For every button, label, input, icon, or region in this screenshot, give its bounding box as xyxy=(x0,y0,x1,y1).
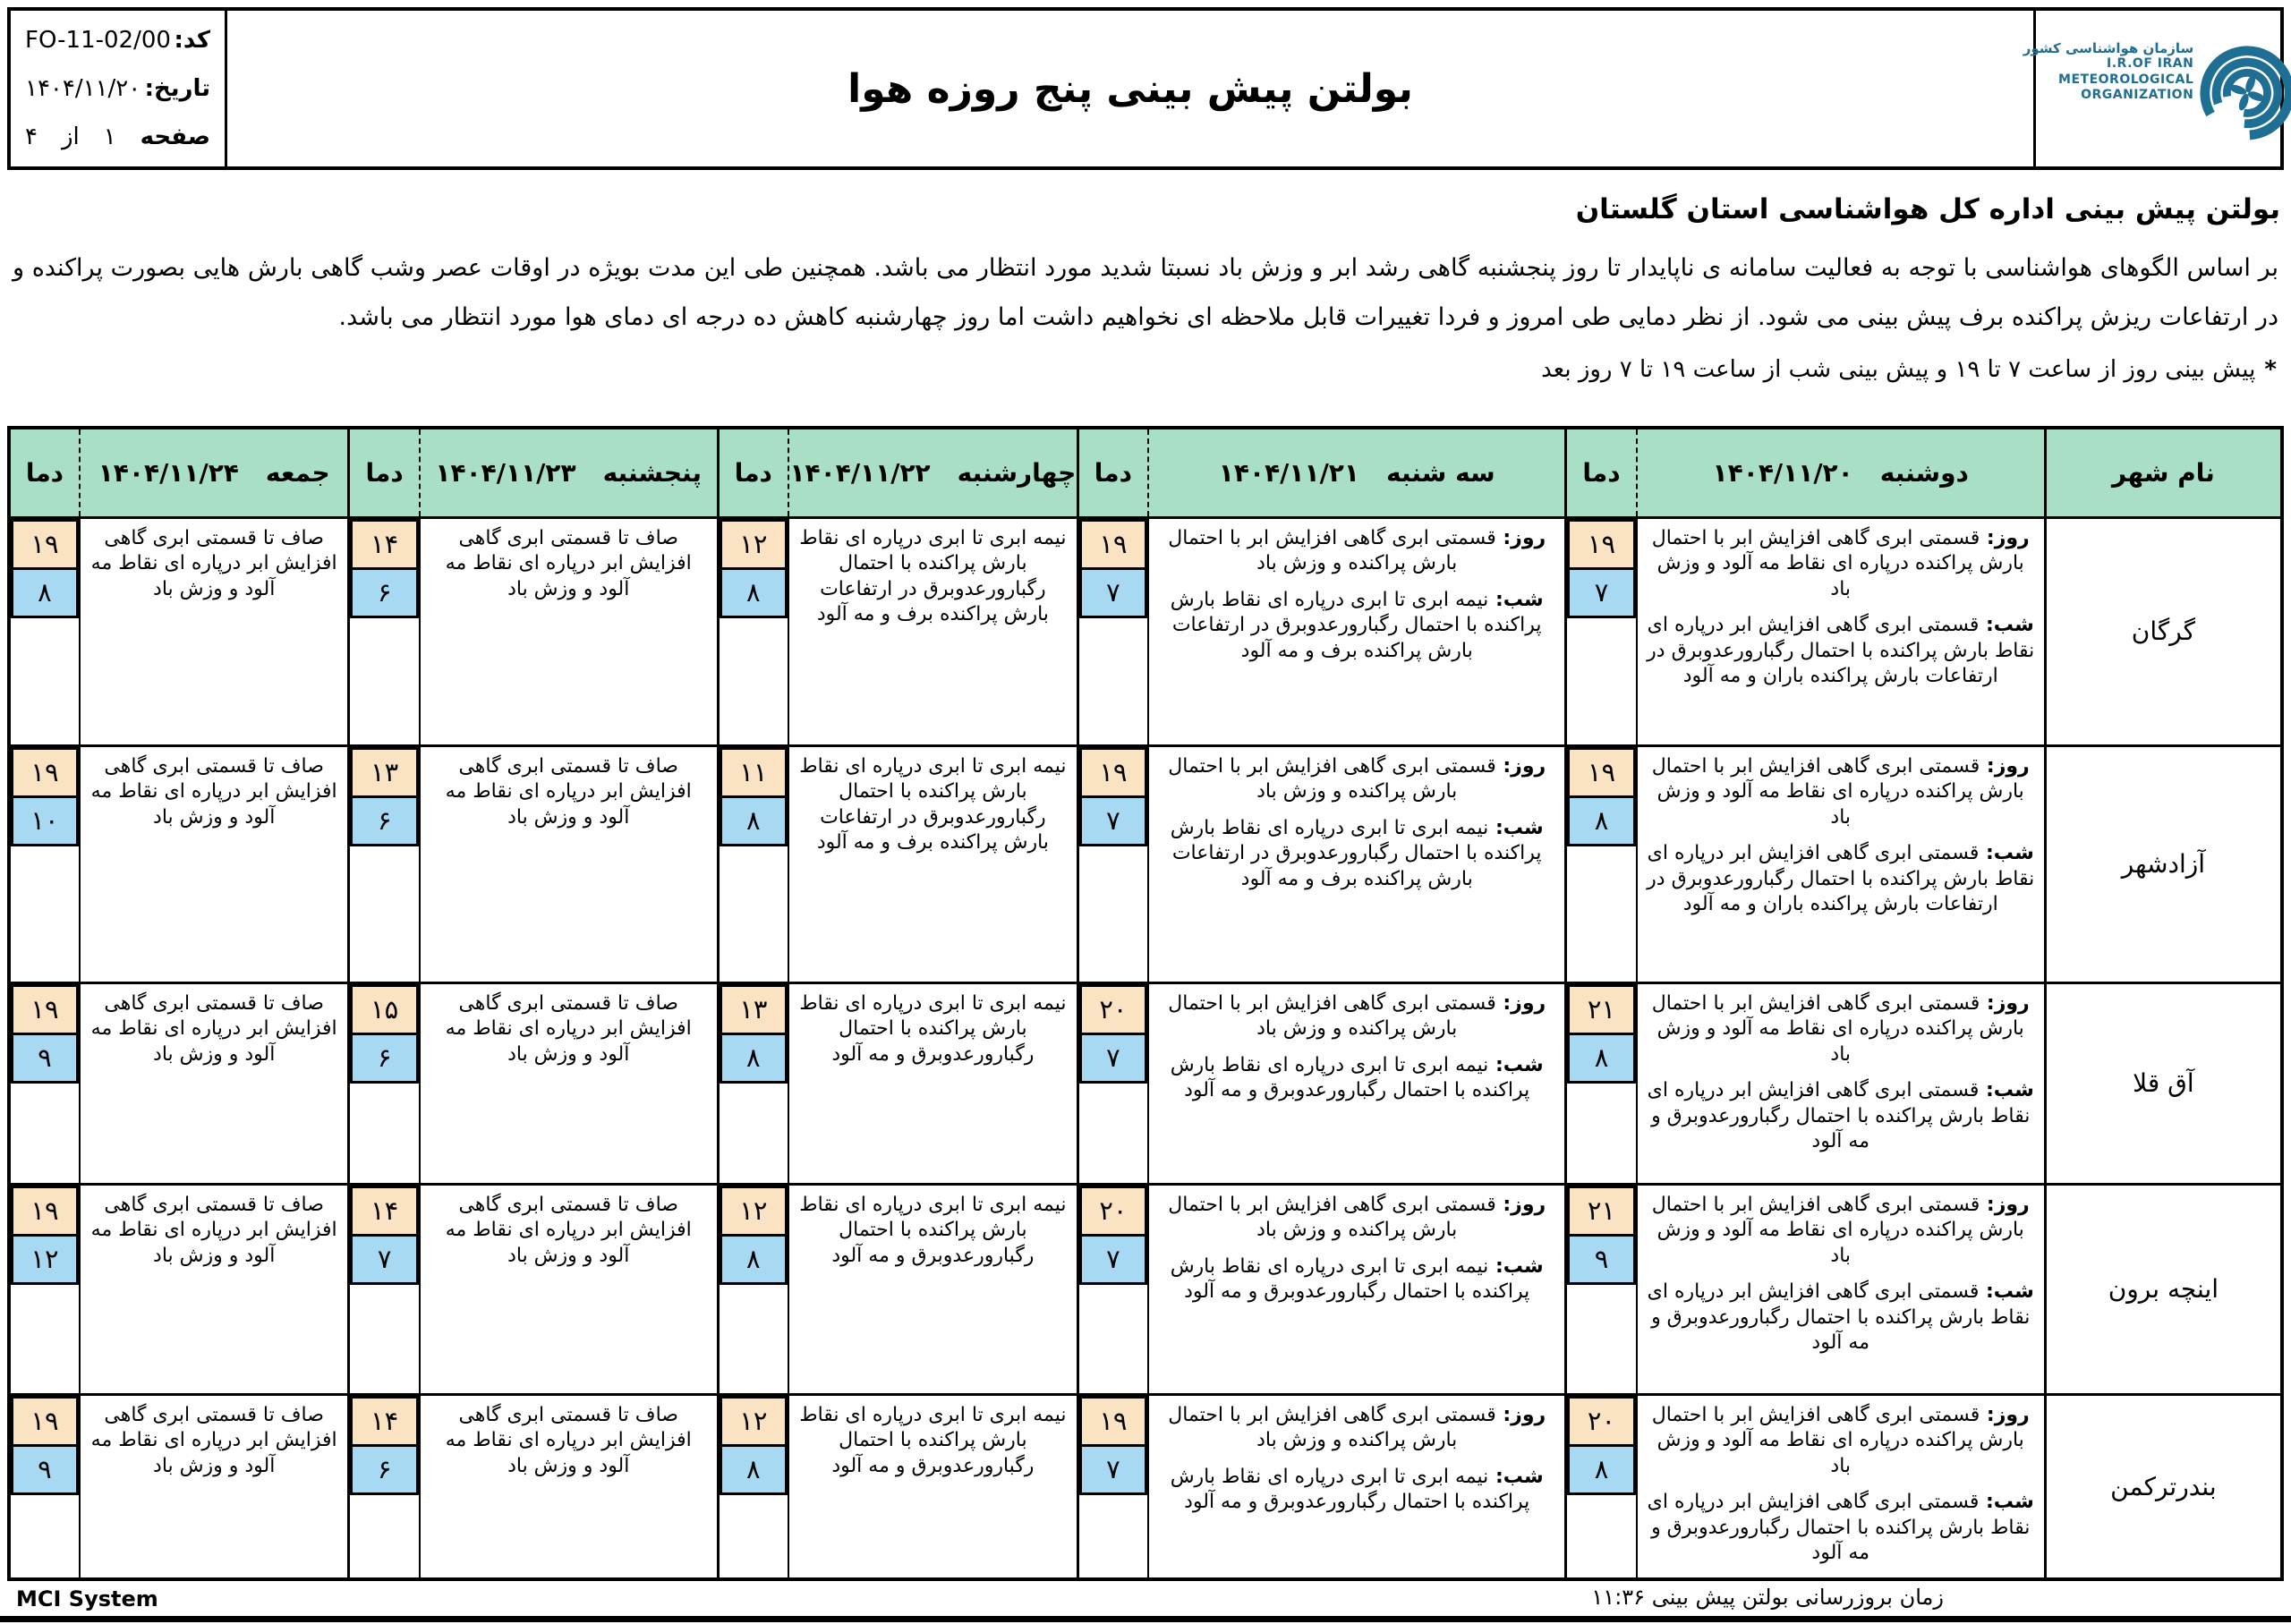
table-row xyxy=(9,1394,2282,1579)
col-temp-header: دما xyxy=(349,428,420,517)
temp-min: ۸ xyxy=(720,1033,788,1084)
temp-cell xyxy=(9,1394,80,1579)
title-box xyxy=(227,11,2033,166)
org-logo-inner xyxy=(2023,31,2291,146)
forecast-table xyxy=(7,426,2284,1581)
forecast-cell: نیمه ابری تا ابری درپاره ای نقاط بارش پراکنده با احتمال رگبارورعدوبرق و مه آلود xyxy=(788,1394,1077,1579)
weekday-label: چهارشنبه xyxy=(957,457,1077,488)
forecast-cell: صاف تا قسمتی ابری گاهی افزایش ابر درپاره ای نقاط مه آلود و وزش باد xyxy=(80,982,349,1184)
doc-code-label: کد: xyxy=(174,27,210,54)
forecast-cell: روز: قسمتی ابری گاهی افزایش ابر با احتمال بارش پراکنده درپاره ای نقاط مه آلود و وزش باد شب: قسمتی ابری گاهی افزایش ابر درپاره ای نقاط بارش پراکنده با احتمال رگبارورعدوبرق و مه آلود xyxy=(1637,982,2046,1184)
col-day-header-thursday xyxy=(420,428,718,517)
temp-min: ۶ xyxy=(350,1444,418,1495)
temp-cell xyxy=(1566,982,1637,1184)
temp-min: ۶ xyxy=(350,567,418,618)
col-day-header-wednesday xyxy=(788,428,1077,517)
temp-cell xyxy=(718,517,788,745)
forecast-cell: نیمه ابری تا ابری درپاره ای نقاط بارش پراکنده با احتمال رگبارورعدوبرق در ارتفاعات بارش پراکنده برف و مه آلود xyxy=(788,517,1077,745)
date-label: ۱۴۰۴/۱۱/۲۲ xyxy=(789,457,931,488)
forecast-cell: صاف تا قسمتی ابری گاهی افزایش ابر درپاره ای نقاط مه آلود و وزش باد xyxy=(80,1184,349,1394)
temp-min: ۷ xyxy=(1079,795,1147,846)
city-cell: آق قلا xyxy=(2133,1068,2194,1098)
forecast-table-body xyxy=(9,517,2282,1579)
date-label: ۱۴۰۴/۱۱/۲۱ xyxy=(1218,457,1359,488)
temp-cell xyxy=(1077,517,1148,745)
temp-max: ۱۳ xyxy=(720,984,788,1035)
temp-cell xyxy=(349,1394,420,1579)
temp-max: ۲۰ xyxy=(1079,984,1147,1035)
col-temp-header: دما xyxy=(1077,428,1148,517)
city-cell: بندرترکمن xyxy=(2110,1471,2217,1501)
temp-cell xyxy=(9,745,80,982)
section-title: بولتن پیش بینی اداره کل هواشناسی استان گلستان xyxy=(1575,193,2280,225)
temp-max: ۱۹ xyxy=(1567,519,1635,570)
temp-max: ۱۹ xyxy=(1079,747,1147,798)
weekday-label: دوشنبه xyxy=(1879,457,1969,488)
temp-cell xyxy=(718,1184,788,1394)
table-row xyxy=(9,1184,2282,1394)
doc-code-row xyxy=(25,27,210,54)
temp-min: ۸ xyxy=(720,567,788,618)
table-row xyxy=(9,517,2282,745)
table-row xyxy=(9,982,2282,1184)
temp-cell xyxy=(349,982,420,1184)
temp-max: ۲۱ xyxy=(1567,1186,1635,1237)
forecast-cell: روز: قسمتی ابری گاهی افزایش ابر با احتمال بارش پراکنده و وزش باد شب: نیمه ابری تا ابری درپاره ای نقاط بارش پراکنده با احتمال رگبارورعدوبرق در ارتفاعات بارش پراکنده برف و مه آلود xyxy=(1148,745,1566,982)
temp-min: ۱۲ xyxy=(11,1234,79,1285)
temp-cell xyxy=(1077,1184,1148,1394)
temp-max: ۱۲ xyxy=(720,1186,788,1237)
temp-max: ۱۳ xyxy=(350,747,418,798)
forecast-cell: روز: قسمتی ابری گاهی افزایش ابر با احتمال بارش پراکنده درپاره ای نقاط مه آلود و وزش باد شب: قسمتی ابری گاهی افزایش ابر درپاره ای نقاط بارش پراکنده با احتمال رگبارورعدوبرق و مه آلود xyxy=(1637,1394,2046,1579)
note-text: پیش بینی روز از ساعت ۷ تا ۱۹ و پیش بینی شب از ساعت ۱۹ تا ۷ روز بعد xyxy=(1541,356,2256,383)
forecast-cell: روز: قسمتی ابری گاهی افزایش ابر با احتمال بارش پراکنده و وزش باد شب: نیمه ابری تا ابری درپاره ای نقاط بارش پراکنده با احتمال رگبارورعدوبرق در ارتفاعات بارش پراکنده برف و مه آلود xyxy=(1148,517,1566,745)
note-asterisk: * xyxy=(2264,356,2277,383)
city-cell: اینچه برون xyxy=(2108,1274,2219,1304)
col-temp-header: دما xyxy=(9,428,80,517)
document-header xyxy=(7,7,2284,170)
temp-max: ۱۹ xyxy=(11,1396,79,1447)
temp-max: ۱۹ xyxy=(1079,1396,1147,1447)
temp-min: ۸ xyxy=(11,567,79,618)
org-logo xyxy=(2023,11,2280,166)
temp-max: ۱۴ xyxy=(350,519,418,570)
update-time-value: ۱۱:۳۶ xyxy=(1591,1585,1646,1610)
col-day-header-monday xyxy=(1637,428,2046,517)
temp-max: ۱۲ xyxy=(720,1396,788,1447)
temp-min: ۹ xyxy=(11,1444,79,1495)
temp-max: ۱۹ xyxy=(11,1186,79,1237)
temp-cell xyxy=(349,1184,420,1394)
temp-cell xyxy=(9,517,80,745)
temp-min: ۸ xyxy=(1567,1033,1635,1084)
forecast-summary: بر اساس الگوهای هواشناسی با توجه به فعالیت سامانه ی ناپایدار تا روز پنجشنبه گاهی رشد ابر و وزش باد نسبتا شدید مورد انتظار می باشد. همچنین طی این مدت بویژه در اوقات عصر وشب گاهی بارش هایی بصورت پراکنده و در ارتفاعات ریزش پراکنده برف پیش بینی می شود. از نظر دمایی طی امروز و فردا تغییرات قابل ملاحظه ای نخواهیم داشت اما روز چهارشنبه کاهش ده درجه ای دمای هوا مورد انتظار می باشد. xyxy=(13,254,2278,332)
temp-min: ۶ xyxy=(350,795,418,846)
forecast-cell: صاف تا قسمتی ابری گاهی افزایش ابر درپاره ای نقاط مه آلود و وزش باد xyxy=(420,1184,718,1394)
col-day-header-friday xyxy=(80,428,349,517)
temp-cell xyxy=(1566,1394,1637,1579)
forecast-cell: روز: قسمتی ابری گاهی افزایش ابر با احتمال بارش پراکنده درپاره ای نقاط مه آلود و وزش باد شب: قسمتی ابری گاهی افزایش ابر درپاره ای نقاط بارش پراکنده با احتمال رگبارورعدوبرق در ارتفاعات بارش پراکنده باران و مه آلود xyxy=(1637,745,2046,982)
temp-min: ۸ xyxy=(1567,795,1635,846)
forecast-cell: روز: قسمتی ابری گاهی افزایش ابر با احتمال بارش پراکنده و وزش باد شب: نیمه ابری تا ابری درپاره ای نقاط بارش پراکنده با احتمال رگبارورعدوبرق و مه آلود xyxy=(1148,982,1566,1184)
date-label: ۱۴۰۴/۱۱/۲۳ xyxy=(435,457,576,488)
temp-min: ۸ xyxy=(720,1444,788,1495)
temp-cell xyxy=(718,745,788,982)
col-city-header: نام شهر xyxy=(2045,428,2282,517)
forecast-cell: نیمه ابری تا ابری درپاره ای نقاط بارش پراکنده با احتمال رگبارورعدوبرق و مه آلود xyxy=(788,982,1077,1184)
city-cell: گرگان xyxy=(2131,616,2195,646)
meteorological-spiral-icon xyxy=(2196,31,2291,146)
page-of-label: از xyxy=(61,123,80,150)
bottom-bar xyxy=(0,1616,2291,1622)
temp-min: ۷ xyxy=(1079,567,1147,618)
temp-min: ۷ xyxy=(350,1234,418,1285)
temp-max: ۲۰ xyxy=(1567,1396,1635,1447)
bulletin-title: بولتن پیش بینی پنج روزه هوا xyxy=(847,65,1413,112)
temp-min: ۷ xyxy=(1079,1033,1147,1084)
page-indicator xyxy=(25,123,210,150)
org-name-en-line1: I.R.OF IRAN xyxy=(2107,56,2194,71)
col-temp-header: دما xyxy=(718,428,788,517)
temp-cell xyxy=(1566,517,1637,745)
forecast-cell: نیمه ابری تا ابری درپاره ای نقاط بارش پراکنده با احتمال رگبارورعدوبرق و مه آلود xyxy=(788,1184,1077,1394)
forecast-cell: روز: قسمتی ابری گاهی افزایش ابر با احتمال بارش پراکنده درپاره ای نقاط مه آلود و وزش باد شب: قسمتی ابری گاهی افزایش ابر درپاره ای نقاط بارش پراکنده با احتمال رگبارورعدوبرق در ارتفاعات بارش پراکنده باران و مه آلود xyxy=(1637,517,2046,745)
forecast-cell: صاف تا قسمتی ابری گاهی افزایش ابر درپاره ای نقاط مه آلود و وزش باد xyxy=(80,745,349,982)
forecast-cell: صاف تا قسمتی ابری گاهی افزایش ابر درپاره ای نقاط مه آلود و وزش باد xyxy=(80,1394,349,1579)
temp-cell xyxy=(349,745,420,982)
temp-cell xyxy=(1077,1394,1148,1579)
temp-min: ۷ xyxy=(1079,1444,1147,1495)
temp-cell xyxy=(1566,1184,1637,1394)
forecast-cell: روز: قسمتی ابری گاهی افزایش ابر با احتمال بارش پراکنده درپاره ای نقاط مه آلود و وزش باد شب: قسمتی ابری گاهی افزایش ابر درپاره ای نقاط بارش پراکنده با احتمال رگبارورعدوبرق و مه آلود xyxy=(1637,1184,2046,1394)
forecast-cell: صاف تا قسمتی ابری گاهی افزایش ابر درپاره ای نقاط مه آلود و وزش باد xyxy=(80,517,349,745)
city-cell: آزادشهر xyxy=(2121,849,2206,879)
system-label: MCI System xyxy=(16,1586,158,1611)
temp-cell xyxy=(9,1184,80,1394)
temp-max: ۱۹ xyxy=(1567,747,1635,798)
forecast-cell: روز: قسمتی ابری گاهی افزایش ابر با احتمال بارش پراکنده و وزش باد شب: نیمه ابری تا ابری درپاره ای نقاط بارش پراکنده با احتمال رگبارورعدوبرق و مه آلود xyxy=(1148,1394,1566,1579)
temp-min: ۹ xyxy=(1567,1234,1635,1285)
forecast-cell: روز: قسمتی ابری گاهی افزایش ابر با احتمال بارش پراکنده و وزش باد شب: نیمه ابری تا ابری درپاره ای نقاط بارش پراکنده با احتمال رگبارورعدوبرق و مه آلود xyxy=(1148,1184,1566,1394)
org-name-fa: سازمان هواشناسی کشور xyxy=(2023,40,2194,56)
page-label: صفحه xyxy=(140,123,210,150)
temp-cell xyxy=(9,982,80,1184)
temp-min: ۱۰ xyxy=(11,795,79,846)
temp-min: ۶ xyxy=(350,1033,418,1084)
temp-min: ۹ xyxy=(11,1033,79,1084)
weekday-label: سه شنبه xyxy=(1385,457,1495,488)
forecast-table-head xyxy=(9,428,2282,517)
header-row xyxy=(9,428,2282,517)
date-label: ۱۴۰۴/۱۱/۲۴ xyxy=(98,457,239,488)
update-time-line xyxy=(1591,1585,1944,1610)
temp-max: ۱۹ xyxy=(11,519,79,570)
temp-max: ۱۵ xyxy=(350,984,418,1035)
temp-min: ۸ xyxy=(720,1234,788,1285)
doc-date-label: تاریخ: xyxy=(144,75,210,102)
col-temp-header: دما xyxy=(1566,428,1637,517)
temp-max: ۱۴ xyxy=(350,1396,418,1447)
temp-max: ۱۹ xyxy=(1079,519,1147,570)
weekday-label: پنجشنبه xyxy=(602,457,703,488)
temp-cell xyxy=(1077,745,1148,982)
forecast-note xyxy=(1541,356,2277,383)
doc-date-value: ۱۴۰۴/۱۱/۲۰ xyxy=(25,75,141,102)
forecast-cell: نیمه ابری تا ابری درپاره ای نقاط بارش پراکنده با احتمال رگبارورعدوبرق در ارتفاعات بارش پراکنده برف و مه آلود xyxy=(788,745,1077,982)
temp-min: ۷ xyxy=(1079,1234,1147,1285)
temp-cell xyxy=(718,1394,788,1579)
forecast-cell: صاف تا قسمتی ابری گاهی افزایش ابر درپاره ای نقاط مه آلود و وزش باد xyxy=(420,517,718,745)
forecast-cell: صاف تا قسمتی ابری گاهی افزایش ابر درپاره ای نقاط مه آلود و وزش باد xyxy=(420,982,718,1184)
temp-max: ۱۹ xyxy=(11,747,79,798)
table-row xyxy=(9,745,2282,982)
org-name-en-line3: ORGANIZATION xyxy=(2081,88,2194,102)
temp-min: ۷ xyxy=(1567,567,1635,618)
col-day-header-tuesday xyxy=(1148,428,1566,517)
temp-cell xyxy=(718,982,788,1184)
doc-info-box xyxy=(11,11,227,166)
temp-max: ۱۴ xyxy=(350,1186,418,1237)
org-logo-text xyxy=(2023,40,2194,104)
org-name-en-line2: METEOROLOGICAL xyxy=(2058,72,2194,87)
doc-date-row xyxy=(25,75,210,102)
temp-min: ۸ xyxy=(720,795,788,846)
page-total: ۴ xyxy=(25,123,38,150)
doc-code-value: FO-11-02/00 xyxy=(25,27,171,54)
temp-max: ۲۱ xyxy=(1567,984,1635,1035)
update-time-label: زمان بروزرسانی بولتن پیش بینی xyxy=(1651,1585,1944,1610)
temp-cell xyxy=(1077,982,1148,1184)
temp-max: ۲۰ xyxy=(1079,1186,1147,1237)
page-current: ۱ xyxy=(103,123,116,150)
temp-cell xyxy=(349,517,420,745)
temp-min: ۸ xyxy=(1567,1444,1635,1495)
date-label: ۱۴۰۴/۱۱/۲۰ xyxy=(1712,457,1853,488)
forecast-table-wrapper xyxy=(7,426,2284,1581)
temp-max: ۱۲ xyxy=(720,519,788,570)
forecast-cell: صاف تا قسمتی ابری گاهی افزایش ابر درپاره ای نقاط مه آلود و وزش باد xyxy=(420,1394,718,1579)
temp-cell xyxy=(1566,745,1637,982)
temp-max: ۱۱ xyxy=(720,747,788,798)
temp-max: ۱۹ xyxy=(11,984,79,1035)
weekday-label: جمعه xyxy=(265,457,330,488)
forecast-cell: صاف تا قسمتی ابری گاهی افزایش ابر درپاره ای نقاط مه آلود و وزش باد xyxy=(420,745,718,982)
